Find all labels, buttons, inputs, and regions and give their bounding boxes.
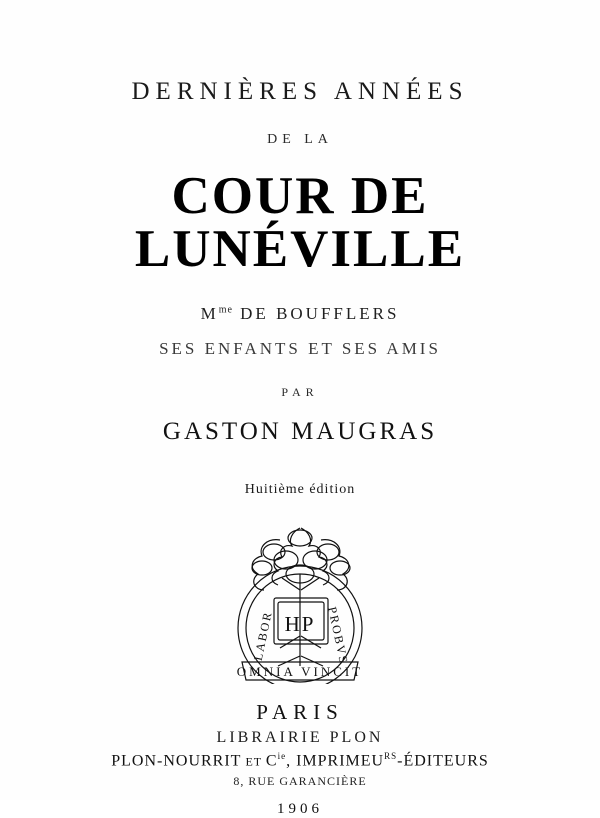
- title-line-1: DERNIÈRES ANNÉES: [131, 78, 469, 105]
- subtitle-madame-prefix: M: [200, 304, 219, 323]
- imprint-block: [111, 700, 489, 818]
- subtitle-madame-rest: DE BOUFFLERS: [232, 304, 400, 323]
- imprint-year: 1906: [277, 801, 323, 818]
- imprint-firm-et: ET: [245, 754, 262, 769]
- author-name: GASTON MAUGRAS: [162, 418, 438, 445]
- emblem-motto-right: PROBVS: [324, 605, 351, 666]
- edition-statement: Huitième édition: [244, 482, 356, 497]
- title-connector: DE LA: [267, 132, 333, 147]
- imprint-firm-rest: , IMPRIMEU: [286, 752, 385, 770]
- emblem-monogram: HP: [284, 612, 315, 636]
- imprint-house: LIBRAIRIE PLON: [216, 729, 384, 746]
- subtitle-secondary: SES ENFANTS ET SES AMIS: [159, 339, 441, 358]
- subtitle-primary: [201, 304, 400, 324]
- imprint-address: 8, RUE GARANCIÈRE: [233, 774, 367, 789]
- imprint-city: PARIS: [256, 700, 344, 724]
- emblem-motto-left: LABOR: [250, 609, 275, 662]
- subtitle-madame-suffix: me: [218, 304, 233, 316]
- imprint-firm-cie-sup: ie: [277, 751, 287, 761]
- imprint-firm-cie: C: [265, 752, 278, 770]
- imprint-firm: [111, 751, 489, 770]
- imprint-firm-tail: -ÉDITEURS: [397, 752, 489, 770]
- publisher-emblem-icon: [208, 516, 393, 684]
- byline-label: PAR: [281, 385, 319, 399]
- page-title: COUR DE LUNÉVILLE: [134, 167, 466, 278]
- emblem-motto-bottom: OMNIA VINCIT: [236, 664, 363, 679]
- imprint-firm-main: PLON-NOURRIT: [111, 752, 242, 770]
- imprint-firm-rest-sup: RS: [384, 751, 398, 761]
